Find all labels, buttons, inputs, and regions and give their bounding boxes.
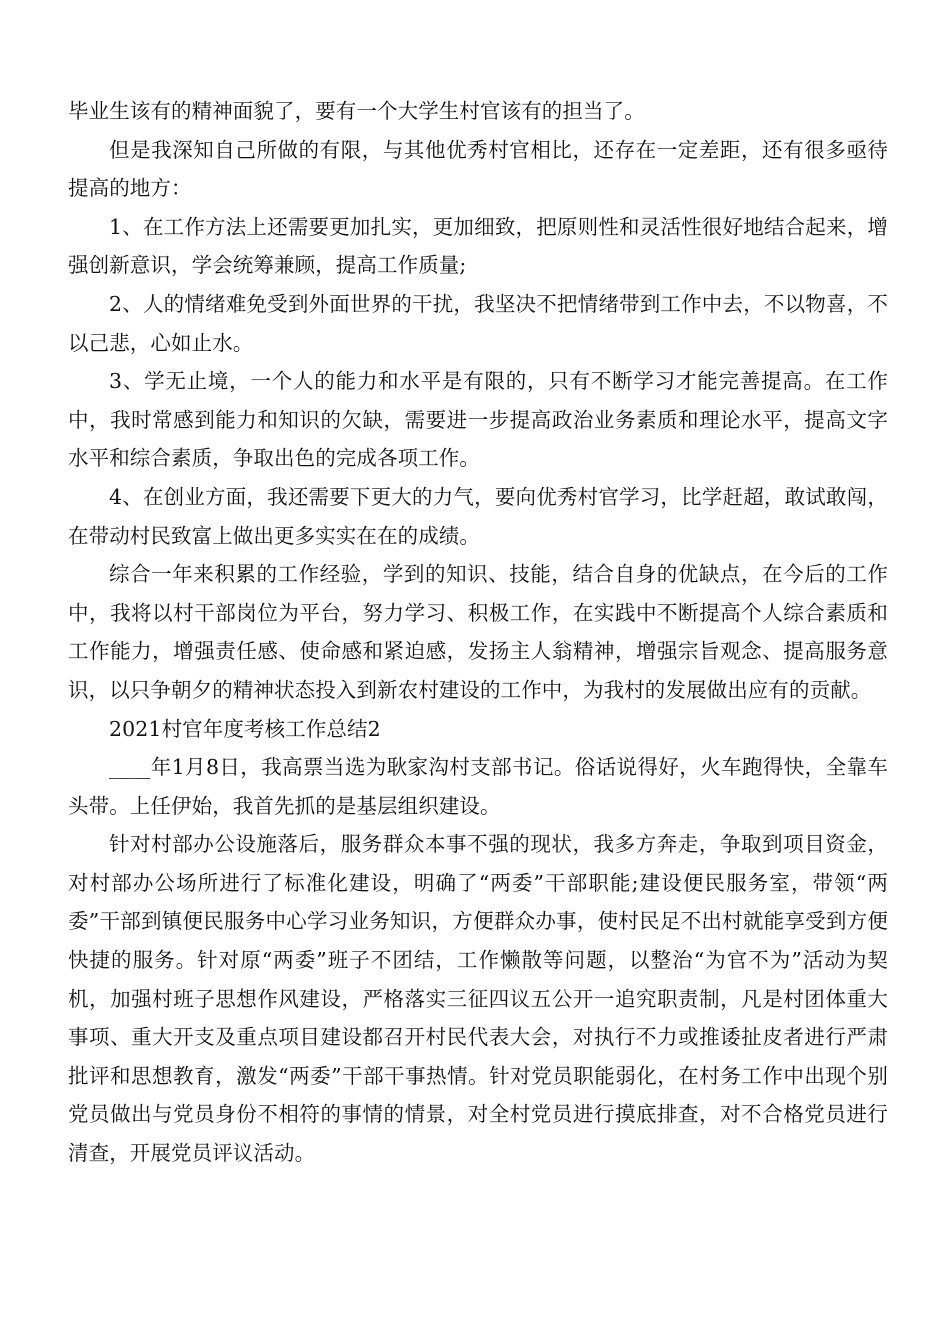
paragraph-point-1: 1、在工作方法上还需要更加扎实，更加细致，把原则性和灵活性很好地结合起来，增强创新意识，学会统筹兼顾，提高工作质量; <box>68 214 888 278</box>
document-body <box>68 92 888 1173</box>
paragraph-point-4: 4、在创业方面，我还需要下更大的力气，要向优秀村官学习，比学赶超，敢试敢闯，在带动村民致富上做出更多实实在在的成绩。 <box>68 484 888 548</box>
paragraph-continuation: 毕业生该有的精神面貌了，要有一个大学生村官该有的担当了。 <box>68 99 645 123</box>
paragraph-organization-building: 针对村部办公设施落后，服务群众本事不强的现状，我多方奔走，争取到项目资金，对村部办公场所进行了标准化建设，明确了“两委”干部职能;建设便民服务室，带领“两委”干部到镇便民服务中心学习业务知识，方便群众办事，使村民足不出村就能享受到方便快捷的服务。针对原“两委”班子不团结，工作懒散等问题，以整治“为官不为”活动为契机，加强村班子思想作风建设，严格落实三征四议五公开一追究职责制，凡是村团体重大事项、重大开支及重点项目建设都召开村民代表大会，对执行不力或推诿扯皮者进行严肃批评和思想教育，激发“两委”干部干事热情。针对党员职能弱化，在村务工作中出现个别党员做出与党员身份不相符的事情的情景，对全村党员进行摸底排查，对不合格党员进行清查，开展党员评议活动。 <box>68 832 888 1166</box>
paragraph-shortcomings-intro: 但是我深知自己所做的有限，与其他优秀村官相比，还存在一定差距，还有很多亟待提高的地方： <box>68 137 888 201</box>
paragraph-point-2: 2、人的情绪难免受到外面世界的干扰，我坚决不把情绪带到工作中去，不以物喜，不以己悲，心如止水。 <box>68 291 888 355</box>
paragraph-conclusion: 综合一年来积累的工作经验，学到的知识、技能，结合自身的优缺点，在今后的工作中，我将以村干部岗位为平台，努力学习、积极工作，在实践中不断提高个人综合素质和工作能力，增强责任感、使命感和紧迫感，发扬主人翁精神，增强宗旨观念、提高服务意识，以只争朝夕的精神状态投入到新农村建设的工作中，为我村的发展做出应有的贡献。 <box>68 562 888 702</box>
section-heading: 2021村官年度考核工作总结2 <box>109 716 381 741</box>
paragraph-point-3: 3、学无止境，一个人的能力和水平是有限的，只有不断学习才能完善提高。在工作中，我时常感到能力和知识的欠缺，需要进一步提高政治业务素质和理论水平，提高文字水平和综合素质，争取出色的完成各项工作。 <box>68 369 888 471</box>
paragraph-election: ____年1月8日，我高票当选为耿家沟村支部书记。俗话说得好，火车跑得快，全靠车头带。上任伊始，我首先抓的是基层组织建设。 <box>68 755 888 818</box>
